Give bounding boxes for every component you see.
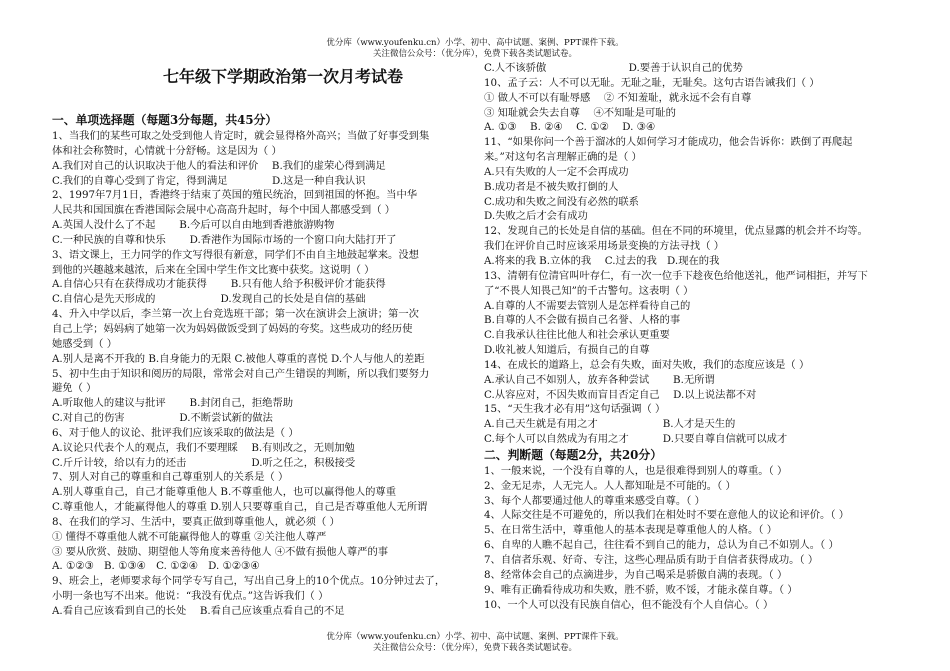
question-line: ③ 知耻就会失去自尊 ④不知耻是可耻的 xyxy=(484,106,676,119)
choice-questions-continued xyxy=(484,61,904,447)
question-line: 10、一个人可以没有民族自信心，但不能没有个人自信心。（ ） xyxy=(484,598,774,611)
question-line: 9、班会上，老师要求每个同学专写自己，写出自己身上的10个优点。10分钟过去了， xyxy=(52,575,446,588)
right-column xyxy=(484,61,904,612)
question-line: 12、发现自己的长处是自信的基础。但在不同的环境里，优点显露的机会并不均等。 xyxy=(484,225,868,238)
question-line: 6、对于他人的议论、批评我们应该采取的做法是（ ） xyxy=(52,426,299,439)
question-line: C.自信心是先天形成的 D.发现自己的长处是自信的基础 xyxy=(52,293,366,306)
question-line: 3、语文课上，王力同学的作文写得很有新意，同学们不由自主地鼓起掌来。没想 xyxy=(52,248,419,261)
question-line: A.只有失败的人一定不会再成功 xyxy=(484,165,629,178)
question-line: A.自尊的人不需要去管别人是怎样看待自己的 xyxy=(484,299,691,312)
question-line: C.每个人可以自然成为有用之才 D.只要自尊自信就可以成才 xyxy=(484,433,788,446)
question-line: 了“不畏人知畏己知”的千古警句。这表明（ ） xyxy=(484,284,694,297)
question-line: C.一种民族的自尊和快乐 D.香港作为国际市场的一个窗口向大陆打开了 xyxy=(52,233,397,246)
header-line: 关注微信公众号：（优分库），免费下载各类试题试卷。 xyxy=(372,49,577,59)
question-line: A.别人尊重自己，自己才能尊重他人 B.不尊重他人，也可以赢得他人的尊重 xyxy=(52,486,397,499)
question-line: 到他的兴趣越来越浓，后来在全国中学生作文比赛中获奖。这说明（ ） xyxy=(52,263,375,276)
question-line: 5、初中生由于知识和阅历的局限，常常会对自己产生错误的判断，所以我们要努力 xyxy=(52,367,430,380)
question-line: A.英国人没什么了不起 B.今后可以自由地到香港旅游购物 xyxy=(52,219,335,232)
question-line: C.成功和失败之间没有必然的联系 xyxy=(484,195,639,208)
question-line: A. ①②③ B. ①③④ C. ①②④ D. ①②③④ xyxy=(52,560,260,573)
question-line: 小明一条也写不出来。他说：“我没有优点。”这告诉我们（ ） xyxy=(52,590,329,603)
header-line: 优分库（www.youfenku.cn）小学、初中、高中试题、案例、PPT课件下载。 xyxy=(326,38,624,48)
question-line: A.我们对自己的认识取决于他人的看法和评价 B.我们的虚荣心得到满足 xyxy=(52,159,386,172)
question-line: D.收礼被人知道后，有损自己的自尊 xyxy=(484,344,650,357)
question-line: 我们在评价自己时应该采用场景变换的方法寻找（ ） xyxy=(484,240,725,253)
question-line: A.将来的我 B.立体的我 C.过去的我 D.现在的我 xyxy=(484,254,720,267)
footer-line: 关注微信公众号：（优分库），免费下载各类试题试卷。 xyxy=(372,643,577,653)
section-heading-choice: 一、单项选择题（每题3分每题，共45分） xyxy=(52,113,278,127)
question-line: C.从容应对，不因失败而盲目否定自己 D.以上说法都不对 xyxy=(484,388,757,401)
question-line: C.尊重他人，才能赢得他人的尊重 D.别人只要尊重自己，自己是否尊重他人无所谓 xyxy=(52,501,428,514)
question-line: 2、1997年7月1日，香港终于结束了英国的殖民统治，回到祖国的怀抱。当中华 xyxy=(52,189,418,202)
question-line: C.对自己的伤害 D.不断尝试新的做法 xyxy=(52,412,273,425)
question-line: A.看自己应该看到自己的长处 B.看自己应该重点看自己的不足 xyxy=(52,605,345,617)
footer-line: 优分库（www.youfenku.cn）小学、初中、高中试题、案例、PPT课件下载。 xyxy=(326,632,624,642)
question-line: B.自尊的人不会做有损自己名誉、人格的事 xyxy=(484,314,681,327)
question-line: 8、在我们的学习、生活中，要真正做到尊重他人，就必须（ ） xyxy=(52,515,340,528)
question-line: C.人不该骄傲 D.要善于认识自己的优势 xyxy=(484,62,743,74)
question-line: 9、唯有正确看待成功和失败，胜不骄，败不馁，才能永葆自尊。（ ） xyxy=(484,583,798,596)
question-line: 2、金无足赤，人无完人。人人都知耻是不可能的。（ ） xyxy=(484,479,736,492)
question-line: 避免（ ） xyxy=(52,382,97,395)
question-line: 6、自卑的人瞧不起自己，往往看不到自己的能力，总认为自己不如别人。（ ） xyxy=(484,539,839,552)
question-line: 4、人际交往是不可避免的，所以我们在相处时不要在意他人的议论和评价。（ ） xyxy=(484,509,850,522)
question-line: 11、“如果你问一个善于溜冰的人如何学习才能成功，他会告诉你：跌倒了再爬起 xyxy=(484,136,853,149)
question-line: A.自信心只有在获得成功才能获得 B.只有他人给予积极评价才能获得 xyxy=(52,278,386,291)
question-line: 7、自信者乐观、好奇、专注，这些心理品质有助于自信者获得成功。（ ） xyxy=(484,554,819,566)
judgment-questions xyxy=(484,464,904,612)
page-header xyxy=(0,38,950,60)
section-heading-judgment: 二、判断题（每题2分，共20分） xyxy=(484,447,662,462)
question-line: A.承认自己不如别人，放弃各种尝试 B.无所谓 xyxy=(484,373,715,386)
question-line: 1、当我们的某些可取之处受到他人肯定时，就会显得格外高兴；当做了好事受到集 xyxy=(52,130,430,142)
question-line: 15、“天生我才必有用”这句话强调（ ） xyxy=(484,403,666,416)
question-line: 体和社会称赞时，心情就十分舒畅。这是因为（ ） xyxy=(52,144,282,157)
question-line: 来。”对这句名言理解正确的是（ ） xyxy=(484,151,642,164)
question-line: C.斤斤计较，给以有力的还击 D.听之任之，积极接受 xyxy=(52,456,356,469)
question-line: A.议论只代表个人的观点，我们不要理睬 B.有则改之，无则加勉 xyxy=(52,441,355,454)
choice-questions xyxy=(52,129,474,619)
question-line: A. ①③ B. ②④ C. ①② D. ③④ xyxy=(484,121,656,134)
question-line: C.我们的自尊心受到了肯定，得到满足 D.这是一种自我认识 xyxy=(52,174,366,187)
question-line: C.自我承认往往比他人和社会承认更重要 xyxy=(484,329,670,342)
exam-title: 七年级下学期政治第一次月考试卷 xyxy=(162,67,403,86)
question-line: ③ 要从欣赏、鼓励、期望他人等角度来善待他人 ④不做有损他人尊严的事 xyxy=(52,545,389,558)
left-column xyxy=(52,60,474,619)
question-line: 人民共和国国旗在香港国际会展中心高高升起时，每个中国人都感受到（ ） xyxy=(52,204,396,217)
question-line: 13、清朝有位清官叫叶存仁，有一次一位手下趁夜色给他送礼，他严词相拒，并写下 xyxy=(484,269,868,282)
question-line: 10、孟子云：人不可以无耻。无耻之耻，无耻矣。这句古语告诫我们（ ） xyxy=(484,76,820,89)
question-line: 4、升入中学以后，李兰第一次上台竞选班干部；第一次在演讲会上演讲；第一次 xyxy=(52,308,419,321)
question-line: ① 做人不可以有耻辱感 ② 不知羞耻，就永远不会有自尊 xyxy=(484,91,752,104)
question-line: 她感受到（ ） xyxy=(52,337,118,350)
question-line: 1、一般来说，一个没有自尊的人，也是很难得到别人的尊重。（ ） xyxy=(484,464,788,477)
question-line: 7、别人对自己的尊重和自己尊重别人的关系是（ ） xyxy=(52,471,289,484)
question-line: D.失败之后才会有成功 xyxy=(484,210,588,223)
question-line: 8、经常体会自己的点滴进步，为自己喝采是骄傲自满的表现。（ ） xyxy=(484,568,788,581)
page-footer xyxy=(0,632,950,654)
question-line: ① 懂得不尊重他人就不可能赢得他人的尊重 ②关注他人尊严 xyxy=(52,530,327,543)
question-line: A.听取他人的建议与批评 B.封闭自己，拒绝帮助 xyxy=(52,397,294,410)
question-line: 14、在成长的道路上，总会有失败，面对失败，我们的态度应该是（ ） xyxy=(484,358,810,371)
question-line: A.别人是离不开我的 B.自身能力的无限 C.被他人尊重的喜悦 D.个人与他人的差距 xyxy=(52,352,425,365)
question-line: A.自己天生就是有用之才 B.人才是天生的 xyxy=(484,418,736,431)
question-line: 自己上学；妈妈病了她第一次为妈妈做饭受到了妈妈的夸奖。这些成功的经历使 xyxy=(52,322,413,335)
question-line: 5、在日常生活中，尊重他人的基本表现是尊重他人的人格。（ ） xyxy=(484,524,777,537)
question-line: 3、每个人都要通过他人的尊重来感受自尊。（ ） xyxy=(484,494,705,507)
question-line: B.成功者是不被失败打倒的人 xyxy=(484,180,619,193)
